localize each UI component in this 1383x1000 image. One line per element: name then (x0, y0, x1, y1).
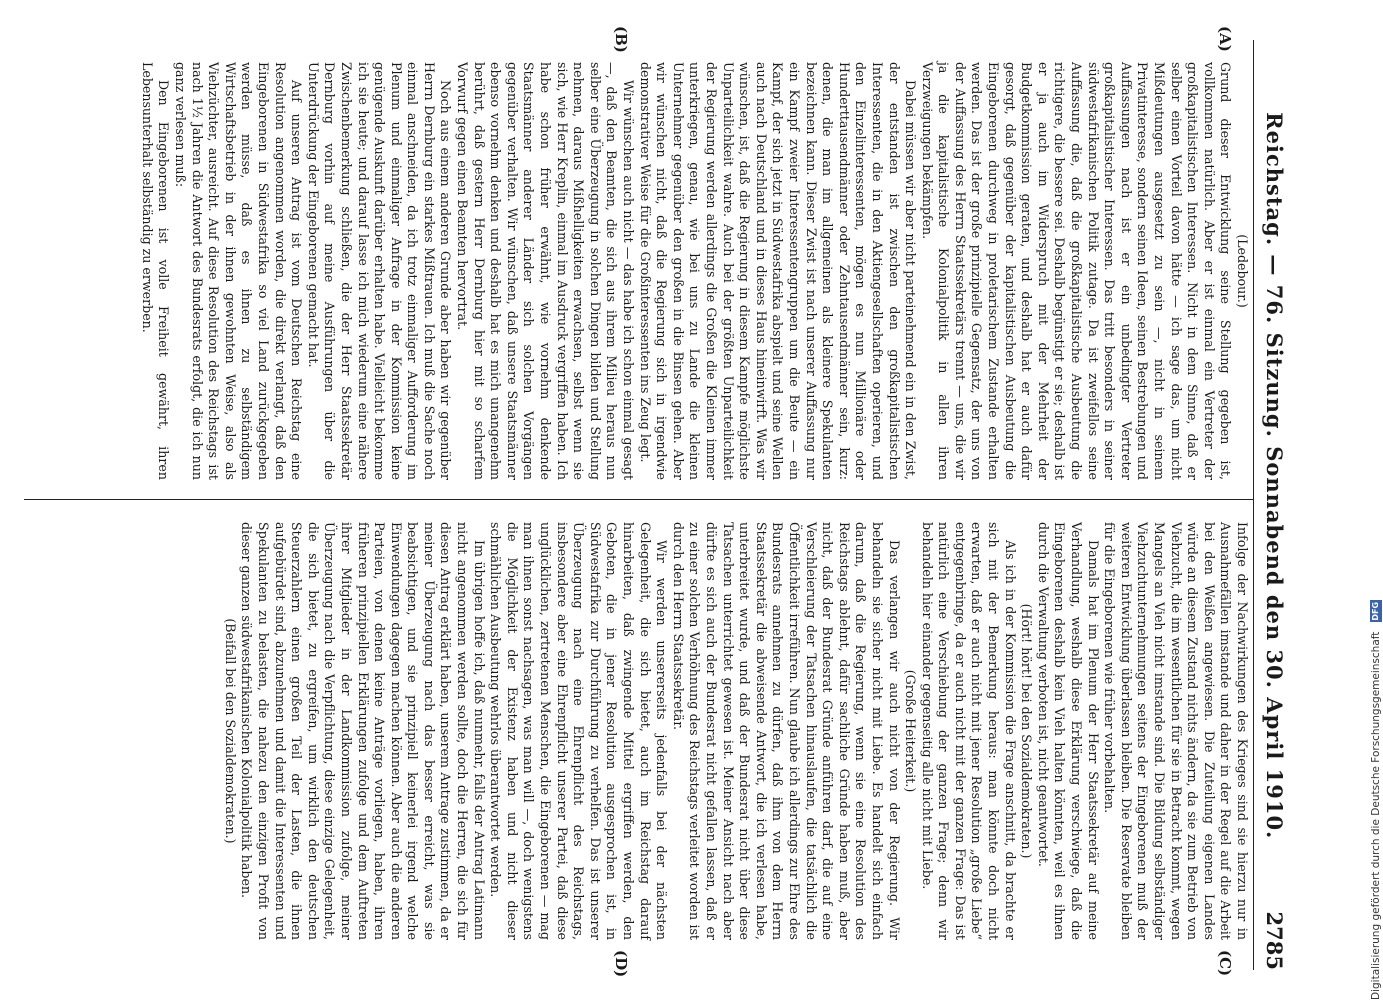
footer-credit (1370, 0, 1383, 1000)
speaker-name: (Ledebour.) (1235, 234, 1250, 308)
margin-mark-b: (B) (612, 26, 630, 53)
page-title: Reichstag. — 76. Sitzung. Sonnabend den 30. April 1910. (1262, 112, 1288, 840)
margin-mark-a: (A) (1216, 26, 1234, 52)
paragraph: Dabei müssen wir aber nicht parteinehmend ein in den Zwist, der entstanden ist zwischen den großkapitalistischen Interessenten, die in den Aktiengesellschaften operieren, und den Einzelinteressenten, mögen es nun Millionäre oder Hunderttausendmänner oder Zehntausendmänner sein, kurz: denen, die man im allgemeinen als kleinere Spekulanten bezeichnen kann. Dieser Zwist ist nach unserer Auffassung nur ein Kampf zweier Interessentengruppen um die Beute — ein Kampf, der sich jetzt in Südwestafrika abspielt und seine Wellen auch nach Deutschland und in dieses Haus hineinwirft. Was wir wünschen, ist, daß die Regierung in diesem Kampfe möglichste Unparteilichkeit wahre. Auch bei der größten Unparteilichkeit der Regierung werden allerdings die Großen die Kleinen immer unterkriegen, genau, wie bei uns zu Lande die kleinen Unternehmer gegenüber den großen in die Binsen gehen. Aber wir wünschen nicht, daß die Regierung sich in irgendwie demonstrativer Weise für die Großinteressenten ins Zeug legt. (637, 62, 919, 480)
dfg-logo-icon: DFG (1371, 601, 1380, 621)
footer-text: Digitalisierung gefördert durch die Deutsche Forschungsgemeinschaft (1370, 631, 1382, 1000)
interjection: (Beifall bei den Sozialdemokraten.) (222, 618, 238, 844)
header-rule (1253, 40, 1254, 970)
paragraph: Im übrigen hoffe ich, daß nunmehr, falls der Antrag Latimann nicht angenommen werden sollte, doch die Herren, die sich für diesen Antrag erklärt haben, unserem Antrage zustimmen, da er meiner Überzeugung nach das besser erreicht, was sie beabsichtigen, und sie prinzipiell keinerlei irgend welche Einwendungen dagegen machen können. Aber auch die anderen Parteien, von denen keine Anträge vorliegen, haben, ihren früheren prinzipiellen Erklärungen zufolge und dem Auftreten ihrer Mitglieder in der Landkommission zufolge, meiner Überzeugung nach die Verpflichtung, diese einzige Gelegenheit, die sich bietet, zu ergreifen, um wirklich den deutschen Steuerzahlern einen großen Teil der Lasten, die ihnen aufgebürdet sind, abzunehmen und damit die Interessenten und Spekulanten zu belasten, die nahezu den einzigen Profit von dieser ganzen südwestafrikanischen Kolonialpolitik haben. (239, 522, 487, 940)
page-number: 2785 (1262, 911, 1288, 970)
paragraph: Wir wünschen auch nicht — das habe ich schon einmal gesagt —, daß den Beamten, die sich aus ihrem Milieu heraus nun selber eine Überzeugung in solchen Dingen bilden und Stellung nehmen, daraus Mißhelligkeiten erwachsen, selbst wenn sie sich, wie Herr Kreplin, einmal im Ausdruck vergriffen haben. Ich habe schon früher erwähnt, wie vornehm denkende Staatsmänner anderer Länder sich solchen Vorgängen gegenüber verhalten. Wir wünschen, daß unsere Staatsmänner ebenso vornehm denken und deshalb hat es mich unangenehm berührt, daß gestern Herr Dernburg hier mit so scharfem Vorwurf gegen einen Beamten hervortrat. (455, 62, 637, 480)
quoted-paragraph: Infolge der Nachwirkungen des Krieges sind sie hierzu nur in Ausnahmefällen imstande und daher in der Regel auf die Arbeit bei den Weißen angewiesen. Die Zuteilung eigenen Landes würde an diesem Zustand nichts ändern, da sie zum Betrieb von Viehzucht, die im wesentlichen für sie in Betracht kommt, wegen Mangels an Vieh nicht imstande sind. Die Bildung selbständiger Viehzuchtunternehmungen seitens der Eingeborenen muß der weiteren Entwicklung überlassen bleiben. Die Reservate bleiben für die Eingeborenen wie früher vorbehalten. (1102, 522, 1250, 940)
quoted-paragraph: Den Eingeborenen ist volle Freiheit gewährt, ihren Lebensunterhalt selbständig zu erwerben. (139, 62, 172, 480)
interjection: (Hört! hört! bei den Sozialdemokraten.) (1019, 603, 1035, 859)
right-column (221, 522, 1250, 940)
paragraph: Als ich in der Kommission die Frage anschnitt, da brachte er sich mit der Bemerkung heraus: man könnte doch nicht erwarten, daß er auch nicht mit jener Resolution „große Liebe“ entgegenbringe, da er auch nicht mit der ganzen Frage: Das ist natürlich eine Verschiebung der ganzen Frage; denn wir behandeln hier einander gegenseitig alle nicht mit Liebe. (919, 522, 1018, 940)
margin-mark-c: (C) (1216, 950, 1234, 977)
paragraph: Wir werden unsererseits jedenfalls bei der nächsten Gelegenheit, die sich bietet, auch im Reichstag darauf hinarbeiten, daß zwingende Mittel ergriffen werden, den Geboten, die in jener Resolution ausgesprochen ist, in Südwestafrika zur Durchführung zu verhelfen. Das ist unserer Überzeugung nach eine Ehrenpflicht des Reichstags, insbesondere aber eine Ehrenpflicht unserer Partei, daß diese unglücklichen, zertretenen Menschen, die Eingeborenen — mag man ihnen sonst nachsagen, was man will —, doch wenigstens die Möglichkeit der Existenz haben und nicht dieser schmählichen Ausbeutung wehrlos überantwortet werden. (488, 522, 670, 940)
left-column (138, 62, 1250, 480)
paragraph: Das verlangen wir auch nicht von der Regierung. Wir behandeln sie sicher nicht mit Liebe. Es handelt sich einfach darum, daß die Regierung, wenn sie eine Resolution des Reichstags ablehnt, dafür sachliche Gründe haben muß, aber nicht, daß der Bundesrat Gründe anführen darf, die auf eine Verschleierung der Tatsachen hinauslaufen, die tatsächlich die Öffentlichkeit irreführen. Nun glaube ich allerdings zur Ehre des Bundesrats annehmen zu dürfen, daß ihm von dem Herrn Staatssekretär die abweisende Antwort, die ich verlesen habe, unterbreitet wurde, und daß der Bundesrat nicht über diese Tatsachen unterrichtet gewesen ist. Meiner Ansicht nach aber dürfte es sich auch der Bundesrat nicht gefallen lassen, daß er zu einer solchen Verhöhnung des Reichstags verleitet worden ist durch den Herrn Staatssekretär. (670, 522, 902, 940)
paragraph: Damals hat im Plenum der Herr Staatssekretär auf meine Verhandlung, weshalb diese Erklärung verschwiege, daß die Eingeborenen deshalb kein Vieh halten könnten, weil es ihnen durch die Verwaltung verboten ist, nicht geantwortet. (1035, 522, 1101, 940)
paragraph: Grund dieser Entwicklung seine Stellung gegeben ist, vollkommen natürlich. Aber er ist einmal ein Vertreter der großkapitalistischen Interessen. Nicht in dem Sinne, daß er selber einen Vorteil davon hätte — ich sage das, um nicht Mißdeutungen ausgesetzt zu sein —, nicht in seinem Privatinteresse, sondern seinen Ideen, seinen Bestrebungen und Auffassungen nach ist er ein unbedingter Vertreter großkapitalistischer Interessen. Das tritt besonders in seiner südwestafrikanischen Politik zutage. Da ist zweifellos seine Auffassung die, daß die großkapitalistische Ausbeutung die richtigere, die bessere sei. Deshalb begünstigt er sie; deshalb ist er ja auch im Widerspruch mit der Mehrheit der Budgetkommission geraten, und deshalb hat er auch dafür gesorgt, daß gegenüber der kapitalistischen Ausbeutung die Eingeborenen durchweg in proletarischem Zustande erhalten werden. Das ist der große prinzipielle Gegensatz, der uns von der Auffassung des Herrn Staatssekretärs trennt — uns, die wir ja die kapitalistische Kolonialpolitik in allen ihren Verzweigungen bekämpfen. (919, 62, 1234, 480)
margin-mark-d: (D) (612, 950, 630, 978)
column-divider (24, 499, 1254, 500)
page-header (1258, 40, 1292, 970)
paragraph: Auf unseren Antrag ist vom Deutschen Reichstag eine Resolution angenommen worden, die direkt verlangt, daß den Eingeborenen in Südwestafrika so viel Land zurückgegeben werden müsse, daß es ihnen zu selbständigem Wirtschaftsbetrieb in der ihnen gewohnten Weise, also als Viehzüchter, ausreicht. Auf diese Resolution des Reichstags ist nach 1½ Jahren die Antwort des Bundesrats erfolgt, die ich nun ganz verlesen muß: (173, 62, 305, 480)
interjection: (Große Heiterkeit.) (903, 669, 919, 793)
paragraph: Noch aus einem anderen Grunde aber haben wir gegenüber Herrn Dernburg ein starkes Mißtrauen. Ich muß die Sache noch einmal anschneiden, da ich trotz einmaliger Aufforderung im Plenum und einmaliger Anfrage in der Kommission keine genügende Auskunft darüber erhalten habe. Vielleicht bekomme ich sie heute; und darauf lasse ich mich wiederum eine nähere Zwischenbemerkung schließen, die der Herr Staatssekretär Dernburg vorhin auf meine Ausführungen über die Unterdrückung der Eingeborenen gemacht hat. (305, 62, 454, 480)
